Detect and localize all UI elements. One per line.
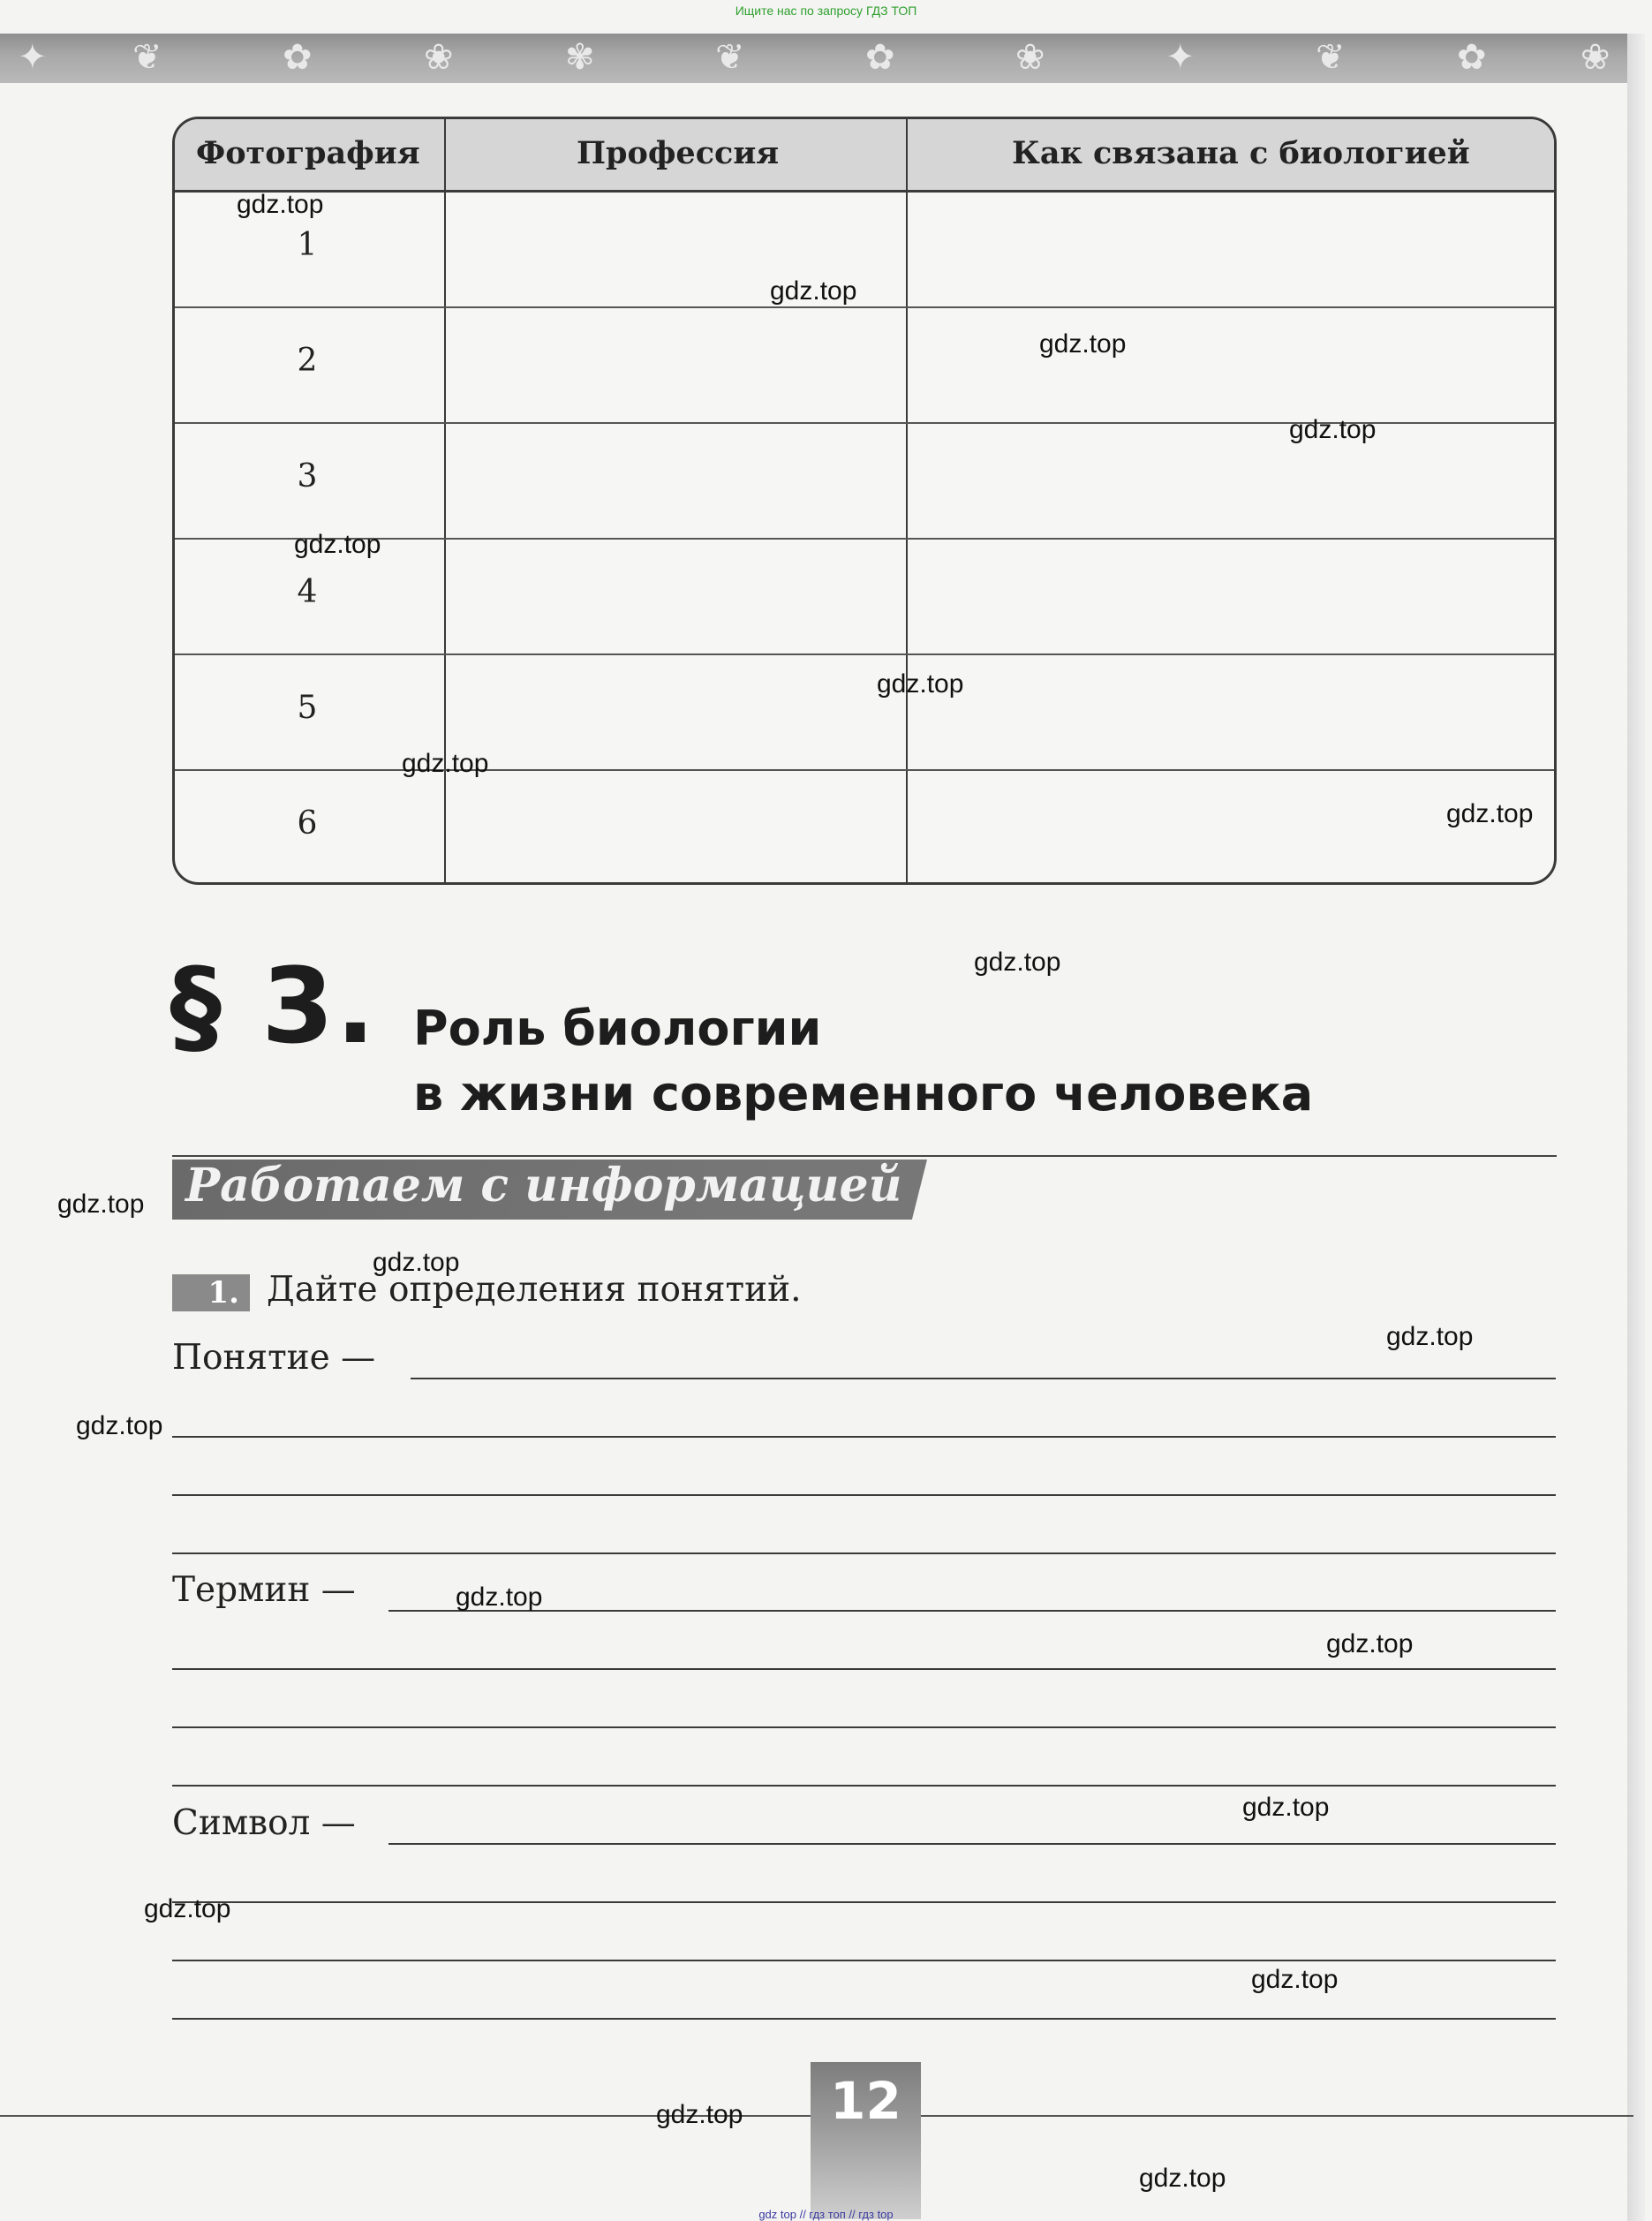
table-row-number: 1 <box>297 227 318 263</box>
answer-line[interactable] <box>172 1668 1556 1670</box>
watermark: gdz.top <box>1242 1793 1330 1822</box>
section-title-line2: в жизни современного человека <box>413 1066 1314 1122</box>
answer-line[interactable] <box>172 1494 1556 1496</box>
answer-line[interactable] <box>172 1901 1556 1903</box>
decorative-animal-banner: ✦ ❦ ✿ ❀ ✾ ❦ ✿ ❀ ✦ ❦ ✿ ❀ <box>0 34 1642 83</box>
term-label-symbol: Символ — <box>172 1803 356 1843</box>
column-divider <box>906 119 908 882</box>
watermark: gdz.top <box>237 190 324 219</box>
header-profession: Профессия <box>577 135 780 171</box>
watermark: gdz.top <box>373 1248 460 1277</box>
watermark: gdz.top <box>76 1411 163 1440</box>
answer-line[interactable] <box>172 1436 1556 1438</box>
answer-line[interactable] <box>388 1610 1556 1612</box>
task-number: 1. <box>172 1274 250 1311</box>
watermark: gdz.top <box>144 1894 231 1923</box>
watermark: gdz.top <box>1386 1322 1474 1351</box>
answer-line[interactable] <box>411 1378 1556 1379</box>
top-link[interactable]: Ищите нас по запросу ГДЗ ТОП <box>735 4 917 18</box>
term-label-concept: Понятие — <box>172 1338 376 1378</box>
row-divider <box>175 538 1554 540</box>
watermark: gdz.top <box>1446 799 1534 828</box>
watermark: gdz.top <box>57 1190 145 1219</box>
heading-rule <box>172 1155 1557 1157</box>
answer-line[interactable] <box>172 1726 1556 1728</box>
answer-line[interactable] <box>172 1552 1556 1554</box>
watermark: gdz.top <box>1251 1965 1339 1994</box>
answer-line[interactable] <box>172 2018 1556 2020</box>
professions-table <box>172 117 1557 885</box>
term-label-term: Термин — <box>172 1570 356 1610</box>
watermark: gdz.top <box>456 1583 543 1612</box>
watermark: gdz.top <box>1289 415 1377 444</box>
answer-line[interactable] <box>172 1960 1556 1961</box>
table-row-number: 6 <box>297 805 318 842</box>
watermark: gdz.top <box>770 276 857 306</box>
watermark: gdz.top <box>402 749 489 778</box>
row-divider <box>175 769 1554 771</box>
row-divider <box>175 306 1554 308</box>
answer-line[interactable] <box>172 1785 1556 1787</box>
watermark: gdz.top <box>974 948 1061 977</box>
table-row-number: 3 <box>297 458 318 495</box>
watermark: gdz.top <box>1139 2164 1226 2193</box>
table-row-number: 5 <box>297 690 318 726</box>
header-biology-link: Как связана с биологией <box>1012 135 1470 171</box>
info-banner: Работаем с информацией <box>185 1159 902 1212</box>
page-number: 12 <box>830 2071 901 2131</box>
answer-line[interactable] <box>388 1843 1556 1845</box>
table-row-number: 2 <box>297 343 318 379</box>
section-title-line1: Роль биологии <box>413 1001 822 1056</box>
watermark: gdz.top <box>877 669 964 699</box>
header-photo: Фотография <box>196 135 420 171</box>
watermark: gdz.top <box>1326 1629 1414 1658</box>
page-edge-shadow <box>1627 34 1645 2221</box>
table-row-number: 4 <box>297 574 318 610</box>
watermark: gdz.top <box>294 530 381 559</box>
section-number: § 3. <box>170 945 378 1067</box>
watermark: gdz.top <box>1039 329 1127 359</box>
row-divider <box>175 653 1554 655</box>
watermark: gdz.top <box>656 2100 743 2129</box>
table-header <box>175 119 1554 193</box>
task-text: Дайте определения понятий. <box>267 1270 802 1310</box>
footer-links[interactable]: gdz top // гдз топ // гдз top <box>758 2208 894 2221</box>
